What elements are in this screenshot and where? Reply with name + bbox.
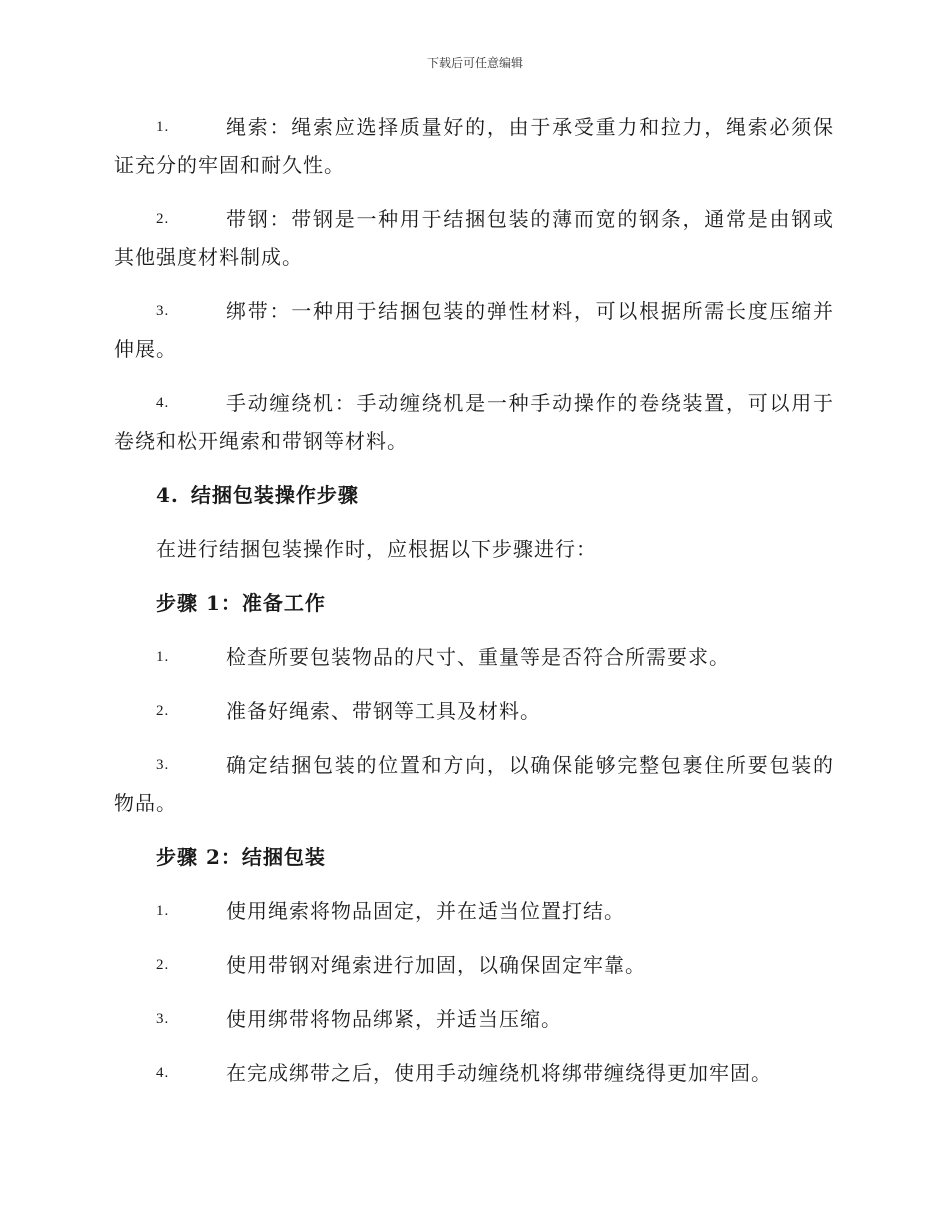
list-number: 2. [156, 957, 170, 973]
list-text: 在完成绑带之后，使用手动缠绕机将绑带缠绕得更加牢固。 [226, 1061, 772, 1085]
list-item [114, 638, 834, 676]
list-item [114, 200, 834, 276]
page-header: 下载后可任意编辑 [426, 56, 523, 70]
list-item [114, 692, 834, 730]
list-text: 绳索：绳索应选择质量好的，由于承受重力和拉力，绳索必须保证充分的牢固和耐久性。 [114, 115, 834, 177]
list-text: 确定结捆包装的位置和方向，以确保能够完整包裹住所要包装的物品。 [114, 753, 834, 815]
list-number: 1. [156, 119, 170, 135]
intro-paragraph: 在进行结捆包装操作时，应根据以下步骤进行： [156, 537, 597, 561]
section-heading [114, 476, 834, 514]
list-text: 使用带钢对绳索进行加固，以确保固定牢靠。 [226, 953, 646, 977]
list-number: 2. [156, 211, 170, 227]
list-text: 使用绳索将物品固定，并在适当位置打结。 [226, 899, 625, 923]
list-number: 1. [156, 903, 170, 919]
list-number: 2. [156, 703, 170, 719]
section-title: 结捆包装操作步骤 [190, 483, 359, 507]
step2-heading: 步骤 2：结捆包装 [156, 845, 326, 869]
list-item [114, 384, 834, 460]
list-item [114, 1000, 834, 1038]
list-number: 3. [156, 1011, 170, 1027]
list-number: 4. [156, 1065, 170, 1081]
list-item [114, 746, 834, 822]
list-text: 检查所要包装物品的尺寸、重量等是否符合所需要求。 [226, 645, 730, 669]
section-number: 4. [156, 483, 179, 507]
list-item [114, 1054, 834, 1092]
list-text: 绑带：一种用于结捆包装的弹性材料，可以根据所需长度压缩并伸展。 [114, 299, 834, 361]
list-item [114, 946, 834, 984]
list-item [114, 108, 834, 184]
list-text: 手动缠绕机：手动缠绕机是一种手动操作的卷绕装置，可以用于卷绕和松开绳索和带钢等材料。 [114, 391, 834, 453]
document-body [114, 108, 834, 1108]
list-number: 4. [156, 395, 170, 411]
list-number: 3. [156, 303, 170, 319]
list-text: 使用绑带将物品绑紧，并适当压缩。 [226, 1007, 562, 1031]
step1-heading: 步骤 1：准备工作 [156, 591, 326, 615]
list-text: 准备好绳索、带钢等工具及材料。 [226, 699, 541, 723]
list-number: 3. [156, 757, 170, 773]
list-number: 1. [156, 649, 170, 665]
list-item [114, 892, 834, 930]
list-text: 带钢：带钢是一种用于结捆包装的薄而宽的钢条，通常是由钢或其他强度材料制成。 [114, 207, 834, 269]
list-item [114, 292, 834, 368]
